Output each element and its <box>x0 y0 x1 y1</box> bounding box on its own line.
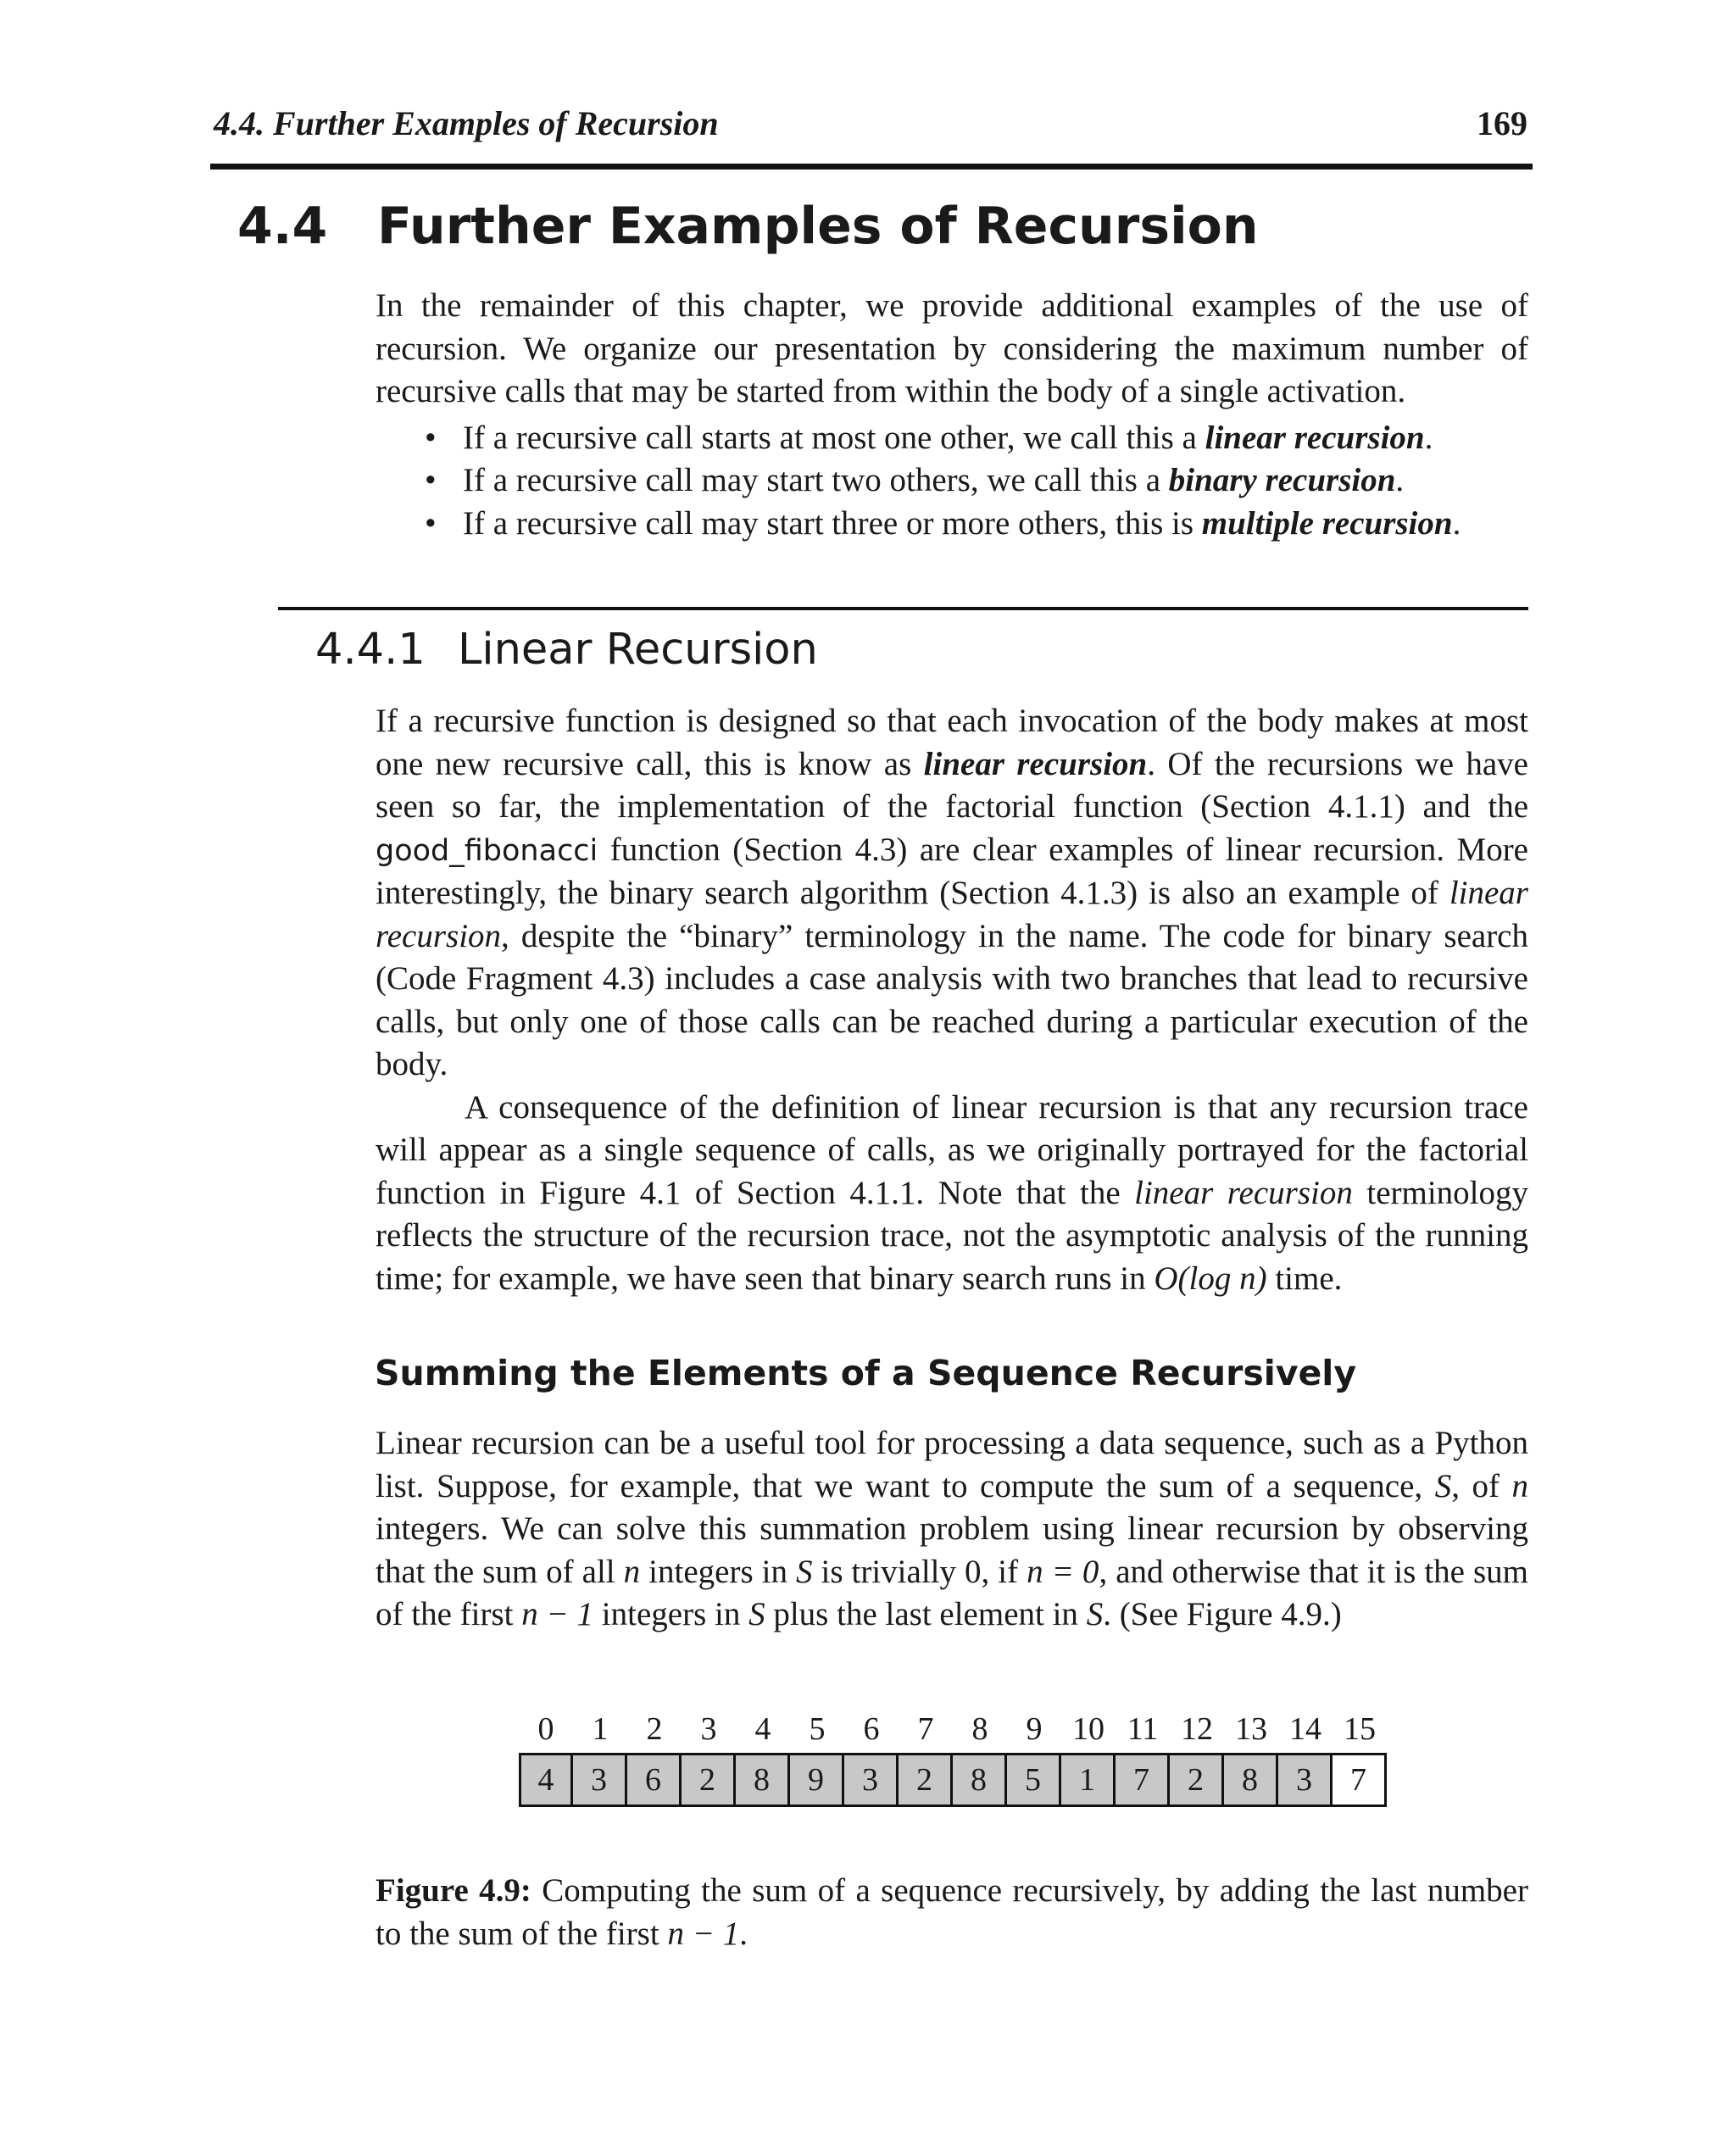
figure-caption: Figure 4.9: Computing the sum of a sequence recursively, by adding the last number to the sum of the first n − 1. <box>376 1872 1528 1952</box>
array-index-label: 7 <box>917 1711 934 1747</box>
array-cell: 8 <box>953 1753 1007 1807</box>
linear-recursion-body <box>376 700 1528 1300</box>
array-cell: 7 <box>1333 1753 1387 1807</box>
array-cell: 7 <box>1116 1753 1170 1807</box>
array-index-label: 13 <box>1235 1711 1267 1747</box>
paragraph-summing: Linear recursion can be a useful tool for processing a data sequence, such as a Python list. Suppose, for example, that we want to compute the sum of a sequence, S, of n integers. We can solve this summation problem using linear recursion by observing that the sum of all n integers in S is trivially 0, if n = 0, and otherwise that it is the sum of the first n − 1 integers in S plus the last element in S. (See Figure 4.9.) <box>376 1425 1529 1632</box>
subsection-rule <box>278 607 1528 610</box>
bullet-icon: • <box>425 462 437 498</box>
array-cell: 6 <box>627 1753 682 1807</box>
caption-label: Figure 4.9: <box>376 1872 531 1909</box>
list-item: • If a recursive call may start two others, we call this a binary recursion. <box>376 459 1528 503</box>
array-index-label: 2 <box>646 1711 663 1747</box>
math-o-log-n: O(log n) <box>1154 1260 1267 1297</box>
list-item: • If a recursive call may start three or more others, this is multiple recursion. <box>376 503 1528 546</box>
paragraph-definition: If a recursive function is designed so that each invocation of the body makes at most one new recursive call, this is know as linear recursion. Of the recursions we have seen so far, the implementation of the factorial function (Section 4.1.1) and the good_fibonacci function (Section 4.3) are clear examples of linear recursion. More interestingly, the binary search algorithm (Section 4.1.3) is also an example of linear recursion, despite the “binary” terminology in the name. The code for binary search (Code Fragment 4.3) includes a case analysis with two branches that lead to recursive calls, but only one of those calls can be reached during a particular execution of the body. <box>376 703 1528 1082</box>
array-index-label: 8 <box>971 1711 988 1747</box>
array-index-label: 5 <box>809 1711 826 1747</box>
array-cell: 5 <box>1007 1753 1061 1807</box>
code-good-fibonacci: good_fibonacci <box>376 833 598 868</box>
array-index-label: 6 <box>863 1711 880 1747</box>
array-index-label: 10 <box>1072 1711 1104 1747</box>
array-index-label: 3 <box>700 1711 717 1747</box>
array-cell: 9 <box>790 1753 844 1807</box>
subsection-heading <box>315 620 818 680</box>
array-cell: 1 <box>1061 1753 1116 1807</box>
bullet-icon: • <box>425 504 437 542</box>
running-title: 4.4. Further Examples of Recursion <box>214 104 719 142</box>
array-cell: 3 <box>844 1753 899 1807</box>
section-title: Further Examples of Recursion <box>377 197 1259 256</box>
figure-array <box>519 1753 1387 1807</box>
subsubsection-heading: Summing the Elements of a Sequence Recursively <box>375 1353 1357 1393</box>
subsection-title: Linear Recursion <box>458 625 818 675</box>
paragraph-consequence: A consequence of the definition of linear recursion is that any recursion trace will appear as a single sequence of calls, as we originally portrayed for the factorial function in Figure 4.1 of Section 4.1.1. Note that the linear recursion terminology reflects the structure of the recursion trace, not the asymptotic analysis of the running time; for example, we have seen that binary search runs in O(log n) time. <box>376 1088 1529 1297</box>
header-rule <box>210 164 1533 170</box>
array-cell: 2 <box>1170 1753 1224 1807</box>
array-cell: 2 <box>682 1753 736 1807</box>
array-index-label: 14 <box>1289 1711 1321 1747</box>
subsection-number: 4.4.1 <box>315 625 426 675</box>
array-index-label: 12 <box>1181 1711 1213 1747</box>
array-index-label: 15 <box>1344 1711 1376 1747</box>
term-linear-recursion-def: linear recursion <box>923 745 1148 782</box>
array-cell: 3 <box>1278 1753 1333 1807</box>
term-binary-recursion: binary recursion <box>1168 462 1396 498</box>
figure-index-row <box>0 1708 1736 1750</box>
array-cell: 8 <box>1224 1753 1278 1807</box>
intro-block <box>376 285 1528 545</box>
array-index-label: 11 <box>1127 1711 1159 1747</box>
section-number: 4.4 <box>237 197 328 256</box>
section-heading <box>237 188 1259 264</box>
array-cell: 8 <box>736 1753 790 1807</box>
term-linear-recursion: linear recursion <box>1205 419 1425 456</box>
summing-body <box>376 1422 1528 1637</box>
array-index-label: 1 <box>592 1711 609 1747</box>
list-item: • If a recursive call starts at most one other, we call this a linear recursion. <box>376 417 1528 460</box>
array-index-label: 9 <box>1026 1711 1043 1747</box>
recursion-types-list <box>376 417 1528 546</box>
array-index-label: 4 <box>754 1711 771 1747</box>
intro-paragraph: In the remainder of this chapter, we provide additional examples of the use of recursion. We organize our presentation by considering the maximum number of recursive calls that may be started from within the body of a single activation. <box>376 287 1528 409</box>
bullet-icon: • <box>425 419 437 456</box>
array-cell: 3 <box>573 1753 627 1807</box>
array-cell: 2 <box>899 1753 953 1807</box>
running-head <box>214 98 1527 149</box>
array-index-label: 0 <box>537 1711 554 1747</box>
term-multiple-recursion: multiple recursion <box>1201 504 1453 542</box>
page-number: 169 <box>1477 104 1527 142</box>
array-cell: 4 <box>519 1753 573 1807</box>
